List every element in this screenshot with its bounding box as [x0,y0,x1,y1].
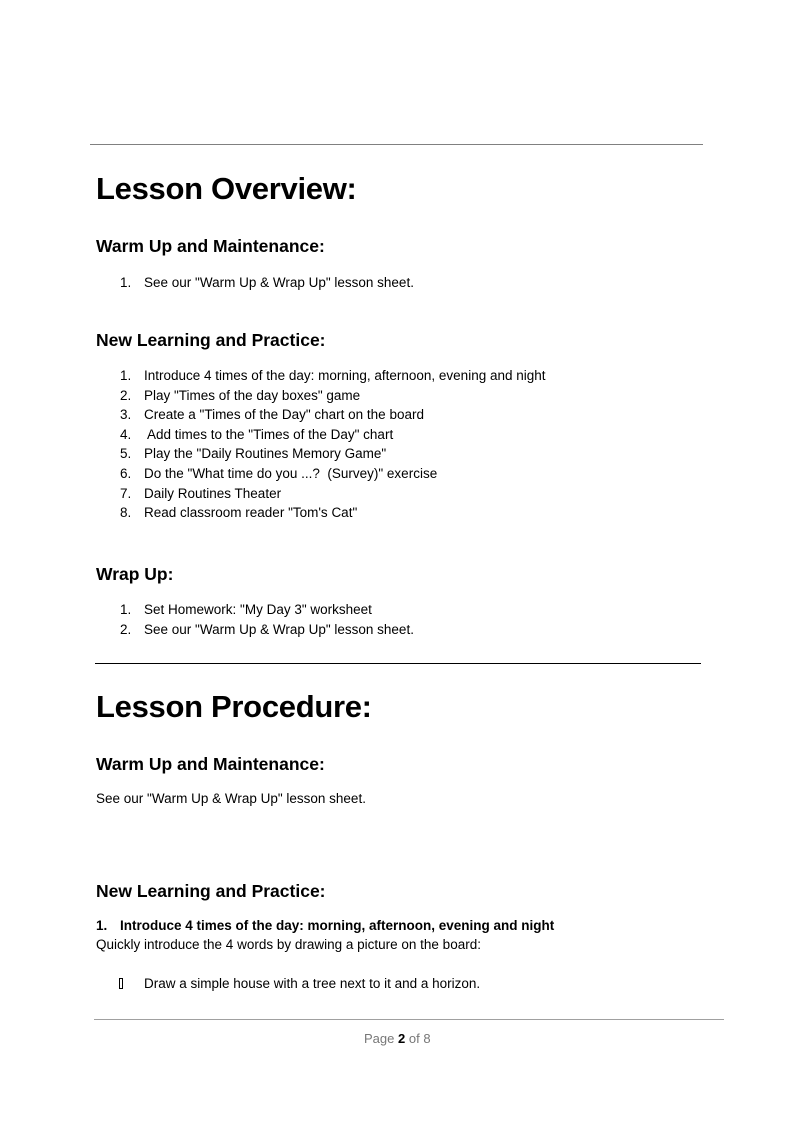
footer-divider [94,1019,724,1020]
procedure-step-intro: Quickly introduce the 4 words by drawing a picture on the board: [96,937,481,952]
procedure-warmup-heading: Warm Up and Maintenance: [96,754,325,774]
overview-wrap-up-heading: Wrap Up: [96,564,174,584]
procedure-title: Lesson Procedure: [96,689,372,724]
overview-title: Lesson Overview: [96,171,357,206]
step-title: Introduce 4 times of the day: morning, afternoon, evening and night [120,918,555,933]
procedure-new-learning-heading: New Learning and Practice: [96,881,326,901]
bullet-icon [119,978,123,989]
page-number: Page 2 of 8 [364,1031,431,1046]
overview-new-learning-heading: New Learning and Practice: [96,330,326,350]
procedure-bullet-item: Draw a simple house with a tree next to it and a horizon. [119,976,123,991]
step-number: 1. [96,918,108,933]
overview-warmup-heading: Warm Up and Maintenance: [96,236,325,256]
procedure-step-heading [96,918,554,933]
section-divider [95,663,701,664]
procedure-warmup-text: See our "Warm Up & Wrap Up" lesson sheet. [96,791,366,806]
header-divider [90,144,703,145]
